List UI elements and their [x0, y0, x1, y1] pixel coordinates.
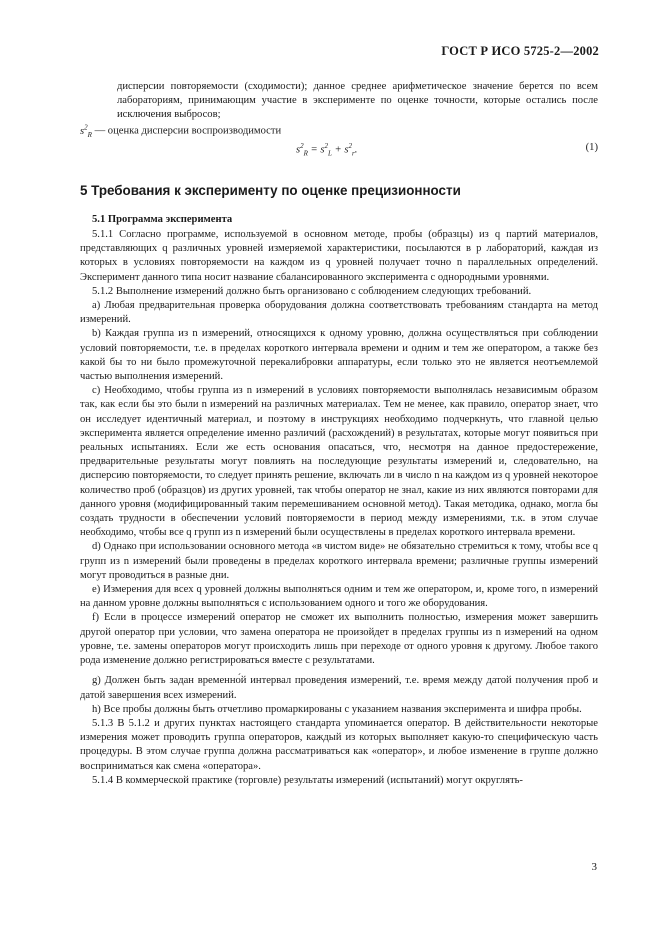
paragraph: e) Измерения для всех q уровней должны выполняться одним и тем же оператором, и, кроме того, n измерений на данном уровне должны выполняться с использованием одного и того же оборудования.: [80, 584, 598, 610]
paragraph: 5.1.3 В 5.1.2 и других пунктах настоящего стандарта упоминается оператор. В действительности некоторые измерения может проводить группа операторов, каждый из которых выполняет какую-то специфическую часть процедуры. В этом случае группа должна рассматриваться как «оператор», и любое изменение в группе должно восприниматься как смена «оператора».: [80, 717, 598, 772]
paragraph: a) Любая предварительная проверка оборудования должна соответствовать требованиям стандарта на метод измерений.: [80, 300, 598, 326]
paragraph: d) Однако при использовании основного метода «в чистом виде» не обязательно стремиться к тому, чтобы все q групп из n измерений были проведены в пределах короткого интервала времени; различные группы измерений могут проводиться в разные дни.: [80, 541, 598, 581]
paragraph: b) Каждая группа из n измерений, относящихся к одному уровню, должна осуществляться при соблюдении условий повторяемости, т.е. в пределах короткого интервала времени и одним и тем же оператором, а также без какой бы то ни было промежуточной перекалибровки аппаратуры, если только это не является неотъемлемой частью выполнения измерений.: [80, 328, 598, 383]
standard-header: ГОСТ Р ИСО 5725-2—2002: [441, 44, 599, 58]
definition-symbol: $s^2_R$: [80, 123, 92, 139]
formula-number: (1): [585, 142, 598, 153]
page-number: 3: [591, 861, 597, 873]
subsection-title: 5.1 Программа эксперимента: [92, 214, 233, 225]
paragraph: 5.1.4 В коммерческой практике (торговле) результаты измерений (испытаний) могут округлять-: [92, 774, 523, 786]
formula: $s^2_R = s^2_L + s^2_r$.: [296, 142, 358, 158]
paragraph: f) Если в процессе измерений оператор не сможет их выполнить полностью, измерения может завершить другой оператор при условии, что замена оператора не произойдет в пределах группы из n измерений на одном уровне, т.е. замены операторов могут происходить лишь при переходе от одного уровня к другому. Любое такого рода изменение должно регистрироваться вместе с результатами.: [80, 612, 598, 667]
section-body: [80, 228, 598, 788]
paragraph: 5.1.2 Выполнение измерений должно быть организовано с соблюдением следующих требований.: [92, 285, 532, 297]
section-title: 5 Требования к эксперименту по оценке прецизионности: [80, 183, 461, 198]
paragraph: h) Все пробы должны быть отчетливо промаркированы с указанием названия эксперимента и шифра пробы.: [92, 703, 582, 715]
paragraph: g) Должен быть задан временно́й интервал проведения измерений, т.е. время между датой получения проб и датой завершения всех измерений.: [80, 675, 598, 701]
definition-line: [80, 120, 598, 142]
paragraph: 5.1.1 Согласно программе, используемой в основном методе, пробы (образцы) из q партий материалов, представляющих q различных уровней измеряемой характеристики, посылаются в p лабораторий, каждая из которых в условиях повторяемости на каждом из q уровней получает точно n параллельных определений. Эксперимент данного типа носит название сбалансированного эксперимента с однородными уровнями.: [80, 229, 598, 283]
definition-text: — оценка дисперсии воспроизводимости: [94, 125, 282, 137]
continuation-text: дисперсии повторяемости (сходимости); данное среднее арифметическое значение берется по всем лабораториям, принимающим участие в эксперименте по оценке точности, которые остались после исключения выбросов;: [117, 81, 598, 121]
paragraph: c) Необходимо, чтобы группа из n измерений в условиях повторяемости выполнялась независимым образом так, как если бы это были n измерений на различных материалах. Тем не менее, как правило, оператор знает, что он исследует идентичный материал, и поэтому в инструкциях необходимо подчеркнуть, что главной целью эксперимента является определение именно различий (расхождений) в результатах, которые могут появиться при реальных испытаниях. Если же есть основания опасаться, что, несмотря на данное предостережение, предварительные результаты могут повлиять на последующие результаты измерений и, следовательно, на дисперсию повторяемости, то следует принять решение, включать ли в число n на каждом из q уровней некоторое количество проб (образцов) из других уровней, так чтобы оператор не знал, какие из них являются повторами для данного уровня (модифицированный таким перемешиванием основной метод). Такая методика, однако, могла бы создать трудности в обеспечении условий повторяемости в период между измерениями, т.к. в этом случае необходимо, чтобы все q групп из n измерений были осуществлены в пределах короткого интервала времени.: [80, 385, 598, 539]
